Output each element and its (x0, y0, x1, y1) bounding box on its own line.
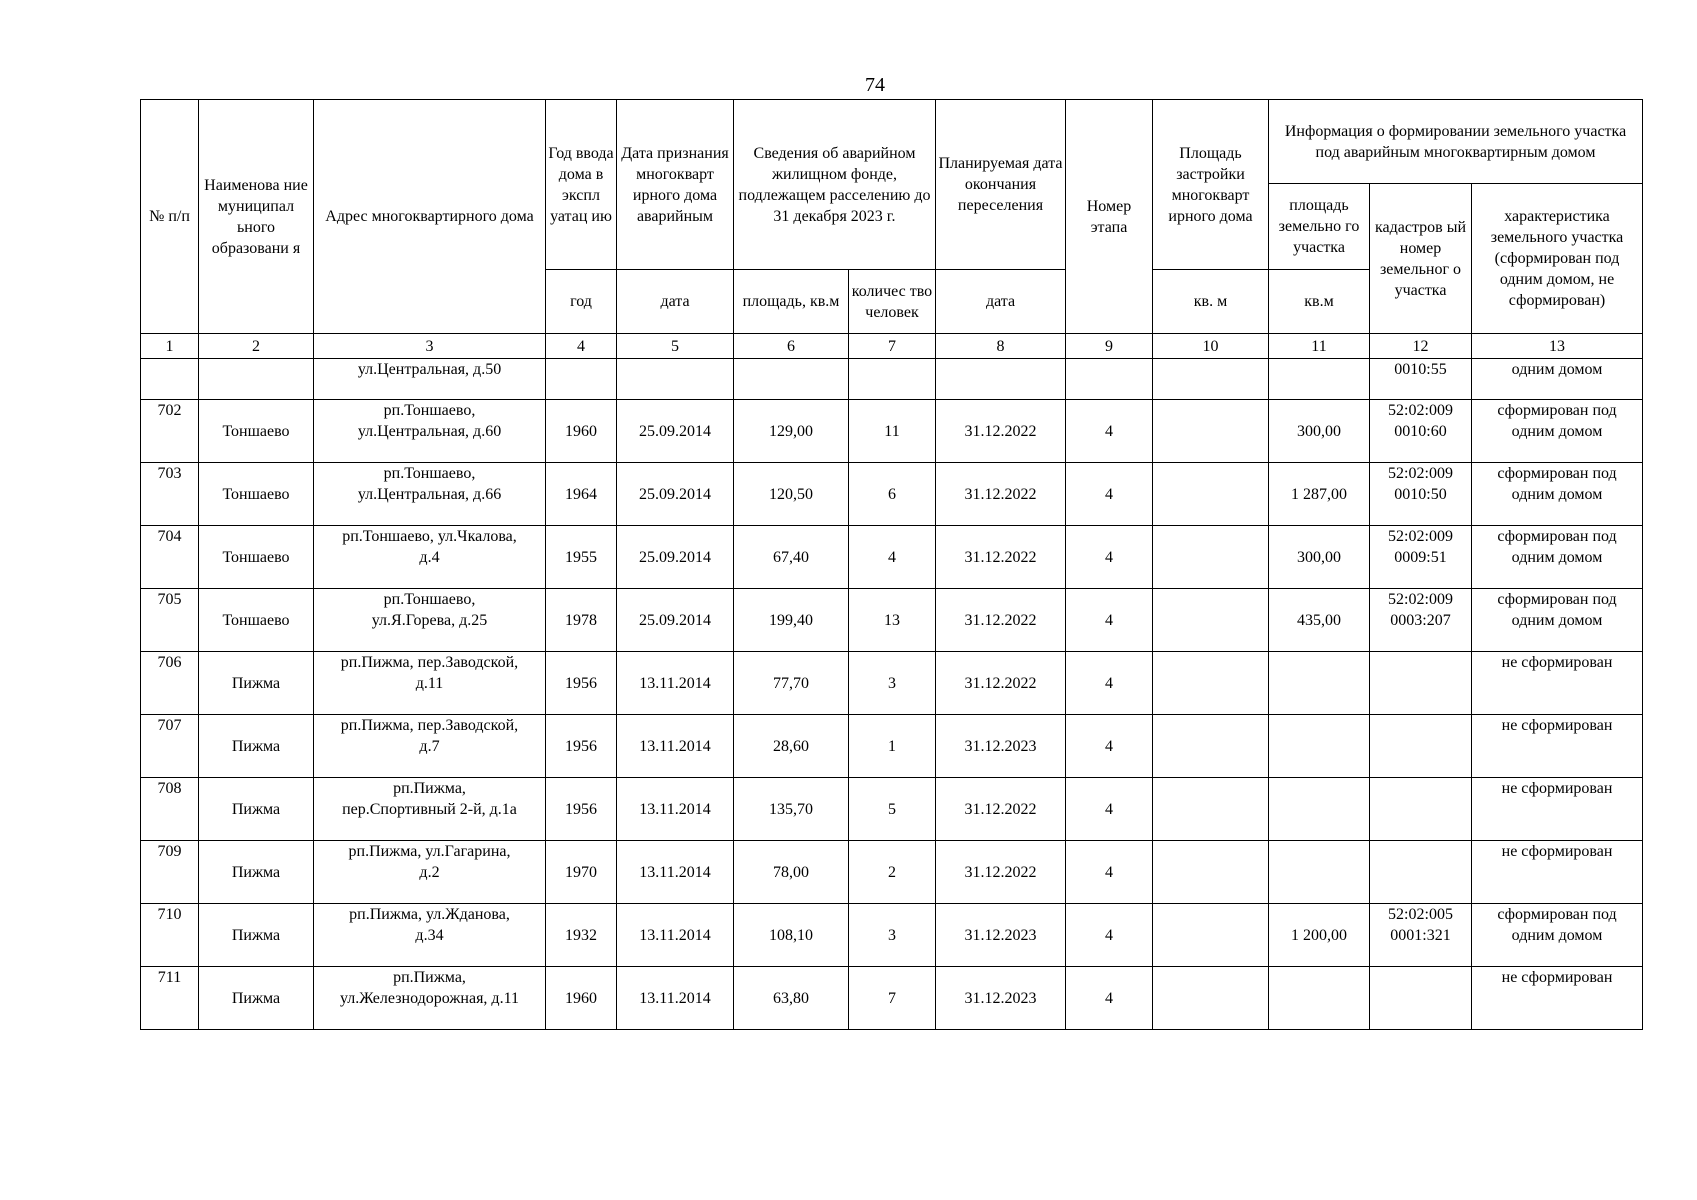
cell-planned-end-date: 31.12.2023 (936, 967, 1066, 1030)
cell-municipality: Пижма (199, 715, 314, 778)
cell-stage-number: 4 (1066, 904, 1153, 967)
cell-land-characteristic (1472, 463, 1643, 526)
cell-stage-number: 4 (1066, 589, 1153, 652)
cell-planned-end-date: 31.12.2022 (936, 589, 1066, 652)
cell-land-characteristic-line: не сформирован (1501, 780, 1613, 797)
cell-commission-year: 1932 (546, 904, 617, 967)
cell-commission-year: 1955 (546, 526, 617, 589)
table-row (141, 526, 1643, 589)
cell-municipality: Тоншаево (199, 526, 314, 589)
cell-municipality: Тоншаево (199, 589, 314, 652)
column-number: 2 (199, 334, 314, 359)
cell-row-number (141, 359, 199, 400)
cell-address-line: д.11 (415, 675, 444, 692)
cell-address (314, 841, 546, 904)
column-number: 6 (734, 334, 849, 359)
cell-building-area (1153, 526, 1269, 589)
cell-building-area (1153, 589, 1269, 652)
cell-address-line: рп.Пижма, ул.Жданова, (349, 906, 510, 923)
cell-address (314, 904, 546, 967)
column-number-row (141, 334, 1643, 359)
cell-land-area (1269, 715, 1370, 778)
cell-land-area (1269, 652, 1370, 715)
column-number: 8 (936, 334, 1066, 359)
cell-address-line: рп.Пижма, (393, 969, 466, 986)
cell-cadastral-number-line: 0003:207 (1390, 612, 1451, 629)
cell-area (734, 359, 849, 400)
cell-address-line: рп.Пижма, пер.Заводской, (340, 717, 519, 734)
cell-commission-year: 1960 (546, 967, 617, 1030)
cell-address-line: ул.Центральная, д.60 (357, 423, 502, 440)
cell-area: 28,60 (734, 715, 849, 778)
table-row (141, 715, 1643, 778)
cell-recognition-date: 13.11.2014 (617, 778, 734, 841)
cell-row-number: 709 (141, 841, 199, 904)
cell-row-number: 706 (141, 652, 199, 715)
cell-land-area: 300,00 (1269, 526, 1370, 589)
cell-address-line: д.34 (415, 927, 444, 944)
cell-municipality: Тоншаево (199, 463, 314, 526)
cell-row-number: 705 (141, 589, 199, 652)
cell-stage-number: 4 (1066, 715, 1153, 778)
cell-building-area (1153, 359, 1269, 400)
cell-stage-number: 4 (1066, 463, 1153, 526)
cell-people-count: 1 (849, 715, 936, 778)
cell-address (314, 400, 546, 463)
cell-land-characteristic-line: не сформирован (1501, 843, 1613, 860)
cell-land-area: 1 200,00 (1269, 904, 1370, 967)
cell-building-area (1153, 400, 1269, 463)
column-number: 3 (314, 334, 546, 359)
cell-cadastral-number-line: 52:02:009 (1388, 465, 1453, 482)
column-number: 5 (617, 334, 734, 359)
cell-recognition-date: 25.09.2014 (617, 400, 734, 463)
cell-land-area: 1 287,00 (1269, 463, 1370, 526)
cell-cadastral-number-line: 52:02:009 (1388, 528, 1453, 545)
cell-commission-year: 1964 (546, 463, 617, 526)
cell-address (314, 715, 546, 778)
cell-address-line: рп.Тоншаево, ул.Чкалова, (342, 528, 517, 545)
cell-land-characteristic (1472, 526, 1643, 589)
cell-row-number: 710 (141, 904, 199, 967)
header-planned-end-date: Планируемая дата окончания переселения (936, 100, 1066, 270)
cell-planned-end-date: 31.12.2023 (936, 904, 1066, 967)
cell-municipality: Пижма (199, 778, 314, 841)
cell-land-area (1269, 841, 1370, 904)
page-number: 74 (865, 74, 885, 96)
cell-cadastral-number-line: 52:02:009 (1388, 591, 1453, 608)
cell-land-characteristic (1472, 652, 1643, 715)
cell-municipality (199, 359, 314, 400)
table-row (141, 778, 1643, 841)
cell-area: 135,70 (734, 778, 849, 841)
cell-area: 129,00 (734, 400, 849, 463)
column-number: 1 (141, 334, 199, 359)
table-header (141, 100, 1643, 359)
cell-cadastral-number (1370, 652, 1472, 715)
cell-planned-end-date: 31.12.2022 (936, 652, 1066, 715)
cell-cadastral-number (1370, 589, 1472, 652)
cell-stage-number: 4 (1066, 526, 1153, 589)
cell-land-area (1269, 359, 1370, 400)
cell-commission-year: 1978 (546, 589, 617, 652)
cell-commission-year: 1956 (546, 715, 617, 778)
cell-cadastral-number-line: 52:02:009 (1388, 402, 1453, 419)
header-cadastral-number: кадастров ый номер земельног о участка (1370, 184, 1472, 334)
cell-address-line: рп.Тоншаево, (383, 465, 476, 482)
cell-land-characteristic-line: не сформирован (1501, 654, 1613, 671)
cell-area: 63,80 (734, 967, 849, 1030)
cell-land-characteristic-line: сформирован под (1497, 591, 1617, 608)
cell-commission-year: 1956 (546, 652, 617, 715)
cell-land-characteristic (1472, 904, 1643, 967)
cell-row-number: 702 (141, 400, 199, 463)
cell-cadastral-number (1370, 967, 1472, 1030)
cell-land-characteristic (1472, 967, 1643, 1030)
header-unit-land-area: кв.м (1269, 270, 1370, 334)
table-row (141, 359, 1643, 400)
cell-address-line: ул.Центральная, д.50 (357, 361, 502, 378)
cell-cadastral-number (1370, 715, 1472, 778)
cell-area: 199,40 (734, 589, 849, 652)
cell-recognition-date: 13.11.2014 (617, 967, 734, 1030)
cell-address (314, 589, 546, 652)
cell-people-count: 5 (849, 778, 936, 841)
cell-land-area: 300,00 (1269, 400, 1370, 463)
cell-municipality: Пижма (199, 841, 314, 904)
cell-land-area (1269, 967, 1370, 1030)
cell-address (314, 526, 546, 589)
cell-land-characteristic-line: сформирован под (1497, 402, 1617, 419)
cell-building-area (1153, 778, 1269, 841)
header-address: Адрес многоквартирного дома (314, 100, 546, 334)
cell-land-area (1269, 778, 1370, 841)
header-row-number: № п/п (141, 100, 199, 334)
column-number: 10 (1153, 334, 1269, 359)
cell-planned-end-date: 31.12.2022 (936, 400, 1066, 463)
cell-recognition-date (617, 359, 734, 400)
cell-building-area (1153, 904, 1269, 967)
cell-area: 120,50 (734, 463, 849, 526)
cell-area: 78,00 (734, 841, 849, 904)
cell-land-characteristic-line: одним домом (1511, 927, 1603, 944)
cell-land-characteristic (1472, 715, 1643, 778)
cell-cadastral-number-line: 0010:60 (1394, 423, 1447, 440)
cell-cadastral-number (1370, 841, 1472, 904)
header-unit-build-area: кв. м (1153, 270, 1269, 334)
header-land-plot-info: Информация о формировании земельного участка под аварийным многоквартирным домом (1269, 100, 1643, 184)
cell-address-line: д.7 (419, 738, 440, 755)
cell-land-characteristic-line: одним домом (1511, 549, 1603, 566)
header-land-characteristic: характеристика земельного участка (сформирован под одним домом, не сформирован) (1472, 184, 1643, 334)
cell-recognition-date: 25.09.2014 (617, 526, 734, 589)
table-row (141, 904, 1643, 967)
cell-planned-end-date: 31.12.2023 (936, 715, 1066, 778)
cell-building-area (1153, 715, 1269, 778)
cell-area: 77,70 (734, 652, 849, 715)
cell-land-characteristic (1472, 400, 1643, 463)
header-land-area: площадь земельно го участка (1269, 184, 1370, 270)
cell-land-characteristic-line: одним домом (1511, 423, 1603, 440)
column-number: 11 (1269, 334, 1370, 359)
header-unit-plan-date: дата (936, 270, 1066, 334)
cell-land-characteristic-line: одним домом (1511, 361, 1603, 378)
cell-recognition-date: 25.09.2014 (617, 463, 734, 526)
cell-address-line: рп.Тоншаево, (383, 402, 476, 419)
cell-cadastral-number-line: 0009:51 (1394, 549, 1447, 566)
header-emergency-fund: Сведения об аварийном жилищном фонде, подлежащем расселению до 31 декабря 2023 г. (734, 100, 936, 270)
cell-cadastral-number (1370, 904, 1472, 967)
cell-address (314, 967, 546, 1030)
cell-stage-number: 4 (1066, 967, 1153, 1030)
cell-commission-year: 1970 (546, 841, 617, 904)
cell-cadastral-number-line: 52:02:005 (1388, 906, 1453, 923)
table-row (141, 589, 1643, 652)
cell-address-line: д.4 (419, 549, 440, 566)
cell-cadastral-number-line: 0010:50 (1394, 486, 1447, 503)
header-unit-year: год (546, 270, 617, 334)
header-recognition-date: Дата признания многокварт ирного дома аварийным (617, 100, 734, 270)
cell-municipality: Тоншаево (199, 400, 314, 463)
table-row (141, 652, 1643, 715)
cell-planned-end-date: 31.12.2022 (936, 841, 1066, 904)
cell-building-area (1153, 463, 1269, 526)
cell-people-count: 6 (849, 463, 936, 526)
cell-land-characteristic (1472, 589, 1643, 652)
cell-address-line: д.2 (419, 864, 440, 881)
cell-municipality: Пижма (199, 652, 314, 715)
header-unit-date: дата (617, 270, 734, 334)
cell-address (314, 778, 546, 841)
cell-row-number: 703 (141, 463, 199, 526)
cell-building-area (1153, 967, 1269, 1030)
cell-people-count: 2 (849, 841, 936, 904)
cell-address (314, 359, 546, 400)
cell-people-count: 7 (849, 967, 936, 1030)
cell-cadastral-number-line: 0010:55 (1394, 361, 1447, 378)
cell-area: 67,40 (734, 526, 849, 589)
table-row (141, 841, 1643, 904)
cell-people-count: 13 (849, 589, 936, 652)
cell-cadastral-number (1370, 778, 1472, 841)
cell-people-count: 3 (849, 904, 936, 967)
cell-stage-number: 4 (1066, 400, 1153, 463)
table-row (141, 463, 1643, 526)
cell-land-characteristic-line: одним домом (1511, 612, 1603, 629)
cell-cadastral-number (1370, 359, 1472, 400)
cell-land-characteristic (1472, 359, 1643, 400)
cell-municipality: Пижма (199, 904, 314, 967)
header-commission-year: Год ввода дома в экспл уатац ию (546, 100, 617, 270)
cell-cadastral-number (1370, 400, 1472, 463)
cell-land-area: 435,00 (1269, 589, 1370, 652)
cell-address-line: рп.Пижма, пер.Заводской, (340, 654, 519, 671)
cell-row-number: 711 (141, 967, 199, 1030)
cell-building-area (1153, 652, 1269, 715)
table-row (141, 400, 1643, 463)
cell-address-line: рп.Пижма, (393, 780, 466, 797)
column-number: 13 (1472, 334, 1643, 359)
cell-land-characteristic-line: не сформирован (1501, 969, 1613, 986)
cell-commission-year: 1956 (546, 778, 617, 841)
table-body (141, 359, 1643, 1030)
cell-address (314, 463, 546, 526)
cell-building-area (1153, 841, 1269, 904)
cell-land-characteristic-line: сформирован под (1497, 528, 1617, 545)
cell-land-characteristic-line: сформирован под (1497, 906, 1617, 923)
header-municipality: Наименова ние муниципал ьного образовани я (199, 100, 314, 334)
cell-stage-number (1066, 359, 1153, 400)
cell-people-count: 3 (849, 652, 936, 715)
cell-cadastral-number-line: 0001:321 (1390, 927, 1451, 944)
cell-land-characteristic (1472, 778, 1643, 841)
cell-recognition-date: 13.11.2014 (617, 904, 734, 967)
cell-cadastral-number (1370, 463, 1472, 526)
cell-people-count (849, 359, 936, 400)
table-row (141, 967, 1643, 1030)
cell-area: 108,10 (734, 904, 849, 967)
cell-stage-number: 4 (1066, 841, 1153, 904)
cell-planned-end-date: 31.12.2022 (936, 463, 1066, 526)
cell-address-line: пер.Спортивный 2-й, д.1а (342, 801, 517, 818)
cell-land-characteristic-line: одним домом (1511, 486, 1603, 503)
cell-commission-year (546, 359, 617, 400)
column-number: 4 (546, 334, 617, 359)
cell-commission-year: 1960 (546, 400, 617, 463)
cell-people-count: 11 (849, 400, 936, 463)
cell-municipality: Пижма (199, 967, 314, 1030)
header-building-area: Площадь застройки многокварт ирного дома (1153, 100, 1269, 270)
header-stage-number: Номер этапа (1066, 100, 1153, 334)
cell-row-number: 707 (141, 715, 199, 778)
header-unit-people: количес тво человек (849, 270, 936, 334)
cell-people-count: 4 (849, 526, 936, 589)
cell-land-characteristic-line: не сформирован (1501, 717, 1613, 734)
cell-row-number: 708 (141, 778, 199, 841)
cell-recognition-date: 25.09.2014 (617, 589, 734, 652)
cell-stage-number: 4 (1066, 778, 1153, 841)
cell-recognition-date: 13.11.2014 (617, 841, 734, 904)
cell-address-line: рп.Тоншаево, (383, 591, 476, 608)
cell-planned-end-date: 31.12.2022 (936, 778, 1066, 841)
column-number: 9 (1066, 334, 1153, 359)
cell-row-number: 704 (141, 526, 199, 589)
cell-cadastral-number (1370, 526, 1472, 589)
cell-stage-number: 4 (1066, 652, 1153, 715)
cell-address (314, 652, 546, 715)
cell-recognition-date: 13.11.2014 (617, 652, 734, 715)
emergency-housing-table (140, 99, 1643, 1030)
cell-address-line: ул.Железнодорожная, д.11 (340, 990, 519, 1007)
cell-recognition-date: 13.11.2014 (617, 715, 734, 778)
column-number: 12 (1370, 334, 1472, 359)
cell-land-characteristic-line: сформирован под (1497, 465, 1617, 482)
cell-planned-end-date (936, 359, 1066, 400)
cell-address-line: рп.Пижма, ул.Гагарина, (348, 843, 511, 860)
cell-land-characteristic (1472, 841, 1643, 904)
header-unit-area: площадь, кв.м (734, 270, 849, 334)
cell-address-line: ул.Центральная, д.66 (357, 486, 502, 503)
column-number: 7 (849, 334, 936, 359)
cell-address-line: ул.Я.Горева, д.25 (371, 612, 488, 629)
cell-planned-end-date: 31.12.2022 (936, 526, 1066, 589)
